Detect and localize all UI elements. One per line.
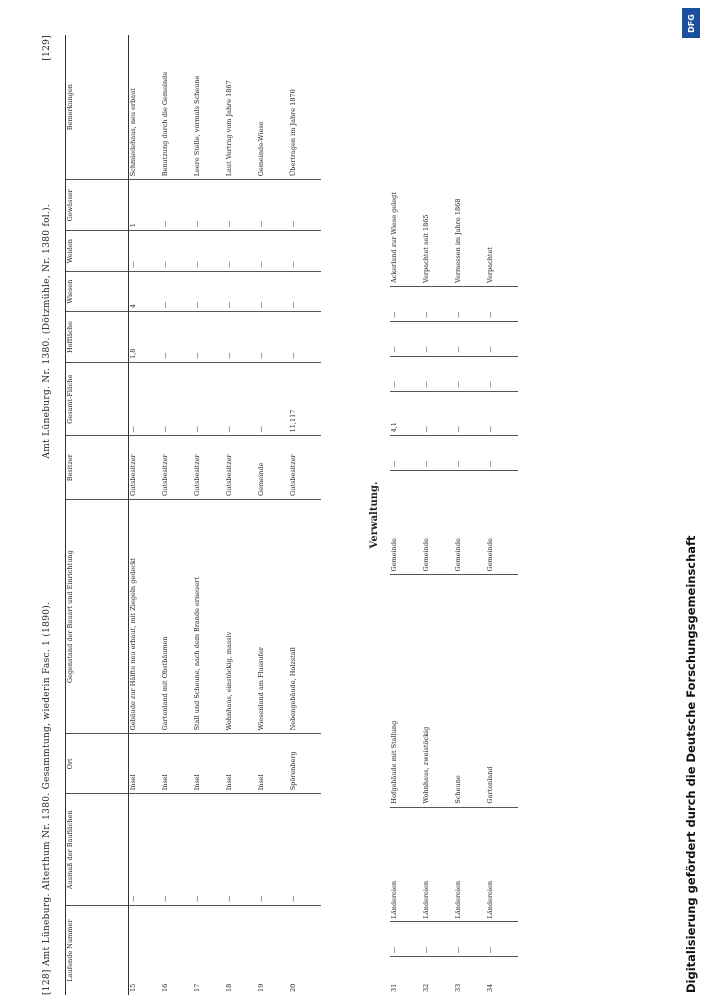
table-cell: — [193,231,225,272]
table-cell: — [257,794,289,906]
table-cell: Gutsbesitzer [193,436,225,500]
table-cell: Leere Stelle, vormals Scheune [193,35,225,180]
table-cell: Hofgebäude mit Stallung [390,575,422,807]
table-cell: 32 [422,983,430,992]
table-cell: 4 [129,272,162,312]
table-cell: Verpachtet seit 1865 [422,35,454,287]
column-header: Besitzer [66,436,129,500]
table-cell: 20 [289,983,297,992]
table-cell: — [422,321,454,356]
table-cell: — [289,794,321,906]
table-cell: 18 [225,983,233,992]
table-cell: Gemeinde [257,436,289,500]
table-cell: — [161,794,193,906]
table-header-row [66,35,129,995]
table-cell: — [289,312,321,363]
table-row [257,35,289,995]
table-cell: Insel [257,734,289,794]
table-cell: 1 [129,180,162,231]
table-row [161,35,193,995]
table-row [225,35,257,995]
table-cell: 19 [257,983,265,992]
table-cell: — [129,231,162,272]
table-cell: 17 [193,983,201,992]
table-cell: Gutsbesitzer [225,436,257,500]
table-cell: Gartenland mit Obstbäumen [161,499,193,733]
column-header: Hoffläche [66,312,129,363]
table-cell: — [257,231,289,272]
table-cell: — [225,180,257,231]
table-cell: 11,117 [289,362,321,435]
table-cell: — [289,231,321,272]
watermark-text: Digitalisierung gefördert durch die Deutsche Forschungsgemeinschaft [684,535,698,993]
table-cell: — [193,180,225,231]
table-cell: — [193,794,225,906]
rotated-page-content [35,35,670,995]
column-header: Weiden [66,231,129,272]
table-cell: Wohnhaus, zweistöckig [422,575,454,807]
column-header: Laufende Nummer [66,906,129,995]
table-row [486,35,518,995]
table-cell: 16 [161,983,169,992]
table-cell: — [161,231,193,272]
table-cell: Wiesenland am Flussufer [257,499,289,733]
table-cell: Ländereien [454,807,486,922]
column-header: Gegenstand der Bauart und Einrichtung [66,499,129,733]
table-cell: 1,8 [129,312,162,363]
table-cell: Ländereien [390,807,422,922]
table-cell: 33 [454,983,462,992]
column-header: Wiesen [66,272,129,312]
table-cell: Gutsbesitzer [161,436,193,500]
table-cell: — [257,362,289,435]
table-cell: — [486,321,518,356]
table-cell: Vermessen im Jahre 1868 [454,35,486,287]
column-header: Bemerkungen [66,35,129,180]
table-cell: — [161,362,193,435]
table-cell: Nebengebäude, Holzstall [289,499,321,733]
table-cell: — [225,272,257,312]
table-row [390,35,422,995]
column-header: Ort [66,734,129,794]
column-header: Gewässer [66,180,129,231]
table-cell: Gutsbesitzer [289,436,321,500]
header-left: [128] Amt Lüneburg. Alterthum Nr. 1380. Gesammtung, wiederin Fasc. 1 (1890). [42,601,52,995]
table-cell: — [454,321,486,356]
table-cell: Ackerland zur Wiese gelegt [390,35,422,287]
table-cell: Stall und Scheune, nach dem Brande erneuert [193,499,225,733]
table-cell: Benutzung durch die Gemeinde [161,35,193,180]
table-cell: — [422,922,454,957]
table-cell: Gemeinde [454,471,486,575]
table-cell: — [422,391,454,436]
table-cell: — [486,391,518,436]
table-cell: — [225,794,257,906]
table-cell: — [486,922,518,957]
table-cell: — [257,312,289,363]
table-cell: — [390,922,422,957]
table-cell: Gebäude zur Hälfte neu erbaut, mit Ziegeln gedeckt [129,499,162,733]
table-cell: Übertragen im Jahre 1870 [289,35,321,180]
table-cell: — [161,312,193,363]
table-cell: — [193,362,225,435]
table-cell: Gemeinde [486,471,518,575]
table-cell: — [454,922,486,957]
table-cell: — [289,272,321,312]
table-cell: — [454,287,486,322]
table-cell: — [486,436,518,471]
table-cell: Gemeinde [390,471,422,575]
table-cell: 15 [129,983,137,992]
watermark-strip [680,8,702,993]
table-cell: Ländereien [422,807,454,922]
table-cell: 4,1 [390,391,422,436]
table-cell: Spörenberg [289,734,321,794]
table-cell: Gemeinde-Wiese [257,35,289,180]
table-row [422,35,454,995]
table-cell: — [390,321,422,356]
table-cell: — [225,231,257,272]
table-cell: — [257,272,289,312]
table-cell: Insel [225,734,257,794]
table-cell: Laut Vertrag vom Jahre 1867 [225,35,257,180]
table-cell: Gutsbesitzer [129,436,162,500]
table-cell: Insel [129,734,162,794]
table-cell: Gartenland [486,575,518,807]
header-right: [129] [42,35,52,61]
register-table [65,35,321,995]
column-header: Ausmaß der Bauflächen [66,794,129,906]
table-cell: — [486,356,518,391]
table-row [454,35,486,995]
table-cell: — [225,312,257,363]
page-header [35,35,59,995]
table-cell: — [390,287,422,322]
table-cell: — [454,356,486,391]
table-cell: — [129,794,162,906]
table-cell: — [225,362,257,435]
table-cell: — [390,356,422,391]
table-cell: — [454,436,486,471]
table-cell: Scheune [454,575,486,807]
lower-register-table [390,35,518,995]
table-row [129,35,162,995]
header-center: Amt Lüneburg. Nr. 1380. (Dötzmühle, Nr. 1380 fol.). [42,203,52,459]
table-cell: — [193,312,225,363]
column-header: Gesamt-Fläche [66,362,129,435]
table-cell: 34 [486,983,494,992]
table-cell: 31 [390,983,398,992]
dfg-logo: DFG [682,8,700,38]
table-cell: — [193,272,225,312]
table-cell: — [161,180,193,231]
table-cell: — [454,391,486,436]
table-cell: Verpachtet [486,35,518,287]
table-cell: Insel [193,734,225,794]
table-cell: Wohnhaus, einstöckig, massiv [225,499,257,733]
table-row [193,35,225,995]
table-cell: — [422,287,454,322]
table-cell: — [161,272,193,312]
table-row [289,35,321,995]
section-title: Verwaltung. [369,481,380,549]
table-cell: Insel [161,734,193,794]
table-cell: — [257,180,289,231]
table-cell: — [289,180,321,231]
table-cell: — [486,287,518,322]
table-cell: — [422,356,454,391]
table-cell: Ländereien [486,807,518,922]
table-cell: Gemeinde [422,471,454,575]
table-cell: — [422,436,454,471]
table-cell: Schmiedehaus, neu erbaut [129,35,162,180]
table-cell: — [390,436,422,471]
table-cell: — [129,362,162,435]
